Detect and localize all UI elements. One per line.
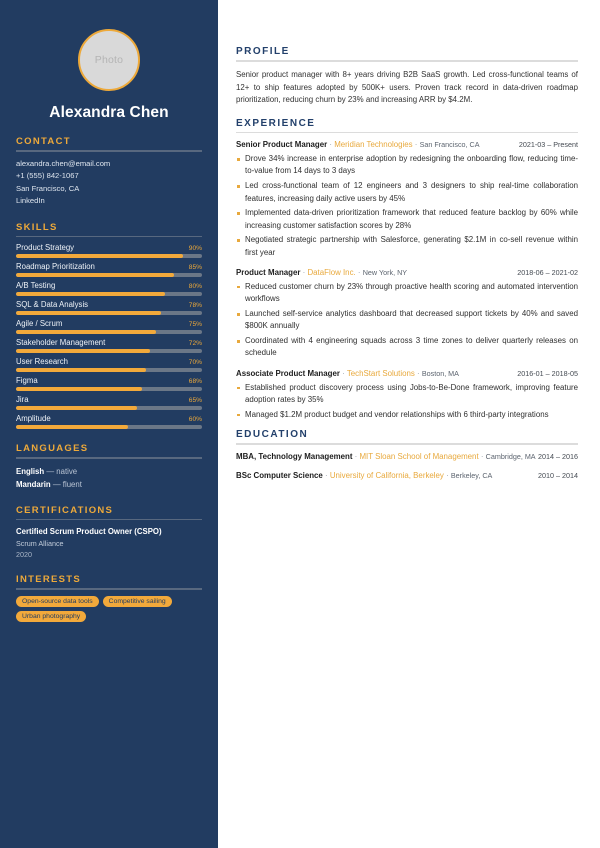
skill-name: SQL & Data Analysis xyxy=(16,300,89,310)
language-level: — fluent xyxy=(52,479,82,489)
language-item xyxy=(16,465,202,478)
education-date: 2014 – 2016 xyxy=(538,451,578,461)
skill-item xyxy=(16,357,202,372)
section-heading-skills: SKILLS xyxy=(16,221,58,233)
interests-tag-list xyxy=(16,596,202,622)
experience-date: 2018-06 – 2021-02 xyxy=(517,267,578,277)
education-header xyxy=(236,470,578,482)
experience-location: Boston, MA xyxy=(421,368,459,378)
skill-bar-fill xyxy=(16,406,137,410)
skill-bar-fill xyxy=(16,387,142,391)
skill-bar-track xyxy=(16,292,202,296)
skill-bar-track xyxy=(16,406,202,410)
separator-dot: · xyxy=(339,368,347,378)
experience-bullets xyxy=(236,153,578,259)
divider-certifications xyxy=(16,519,202,521)
separator-dot: · xyxy=(478,451,486,461)
certification-issuer: Scrum Alliance xyxy=(16,539,64,549)
separator-dot: · xyxy=(322,470,330,480)
experience-title: Product Manager xyxy=(236,267,301,277)
experience-bullet: Led cross-functional team of 12 engineers and 3 designers to ship real-time collaboration features, increasing daily active users by 45% xyxy=(236,180,578,205)
language-name: English xyxy=(16,466,45,476)
divider-languages xyxy=(16,457,202,459)
skill-item xyxy=(16,262,202,277)
sidebar xyxy=(0,0,218,848)
avatar xyxy=(78,29,140,91)
section-heading-languages: LANGUAGES xyxy=(16,443,89,455)
skill-item xyxy=(16,281,202,296)
skill-item xyxy=(16,376,202,391)
experience-list xyxy=(236,139,578,421)
experience-item xyxy=(236,368,578,421)
contact-location: San Francisco, CA xyxy=(16,183,80,193)
experience-header xyxy=(236,267,578,279)
separator-dot: · xyxy=(352,451,360,461)
divider-experience xyxy=(236,132,578,134)
skill-bar-fill xyxy=(16,368,146,372)
skill-percent: 85% xyxy=(188,264,202,272)
education-date: 2010 – 2014 xyxy=(538,470,578,480)
certification-item xyxy=(16,526,202,560)
skill-name: Agile / Scrum xyxy=(16,319,63,329)
experience-item xyxy=(236,267,578,360)
language-item xyxy=(16,478,202,491)
skill-bar-fill xyxy=(16,254,183,258)
skill-name: Amplitude xyxy=(16,414,51,424)
divider-education xyxy=(236,443,578,445)
skill-name: A/B Testing xyxy=(16,281,56,291)
skill-bar-track xyxy=(16,349,202,353)
experience-header xyxy=(236,139,578,151)
skill-percent: 68% xyxy=(188,378,202,386)
experience-bullet: Drove 34% increase in enterprise adoption by redesigning the onboarding flow, reducing time-to-value from 14 days to 3 days xyxy=(236,153,578,178)
interest-tag: Urban photography xyxy=(16,611,86,622)
skill-name: Jira xyxy=(16,395,29,405)
avatar-container xyxy=(16,0,202,91)
skill-bar-track xyxy=(16,273,202,277)
skills-list xyxy=(16,243,202,429)
education-degree: BSc Computer Science xyxy=(236,470,323,480)
skill-bar-fill xyxy=(16,425,128,429)
separator-dot: · xyxy=(443,470,451,480)
certification-year: 2020 xyxy=(16,550,32,560)
section-heading-interests: INTERESTS xyxy=(16,574,82,586)
divider-interests xyxy=(16,588,202,590)
experience-company: TechStart Solutions xyxy=(346,368,415,378)
divider-contact xyxy=(16,150,202,152)
skill-item xyxy=(16,414,202,429)
interest-tag: Open-source data tools xyxy=(16,596,99,607)
certification-name: Certified Scrum Product Owner (CSPO) xyxy=(16,527,162,537)
contact-list xyxy=(16,158,202,208)
separator-dot: · xyxy=(414,368,422,378)
skill-bar-fill xyxy=(16,273,174,277)
skill-item xyxy=(16,338,202,353)
contact-linkedin[interactable]: LinkedIn xyxy=(16,196,45,206)
candidate-name: Alexandra Chen xyxy=(49,104,169,121)
education-header xyxy=(236,451,578,463)
education-school: University of California, Berkeley xyxy=(329,470,444,480)
skill-item xyxy=(16,319,202,334)
separator-dot: · xyxy=(412,140,420,150)
experience-location: New York, NY xyxy=(362,267,408,277)
education-item xyxy=(236,470,578,482)
skill-percent: 70% xyxy=(188,359,202,367)
section-heading-profile: PROFILE xyxy=(236,46,290,57)
skill-bar-track xyxy=(16,368,202,372)
experience-bullet: Managed $1.2M product budget and vendor relationships with 6 third-party integrations xyxy=(236,409,578,421)
interest-tag: Competitive sailing xyxy=(103,596,172,607)
skill-bar-track xyxy=(16,387,202,391)
skill-percent: 78% xyxy=(188,302,202,310)
skill-item xyxy=(16,395,202,410)
experience-bullet: Coordinated with 4 engineering squads across 3 time zones to deliver quarterly releases on schedule xyxy=(236,335,578,360)
contact-phone[interactable]: +1 (555) 842-1067 xyxy=(16,171,79,181)
language-level: — native xyxy=(46,466,78,476)
experience-title: Associate Product Manager xyxy=(236,368,340,378)
skill-percent: 65% xyxy=(188,397,202,405)
education-degree: MBA, Technology Management xyxy=(236,451,353,461)
section-heading-education: EDUCATION xyxy=(236,429,309,441)
skill-item xyxy=(16,300,202,315)
separator-dot: · xyxy=(355,267,363,277)
skill-name: Stakeholder Management xyxy=(16,338,106,348)
education-location: Berkeley, CA xyxy=(450,470,493,480)
main-column xyxy=(218,0,600,848)
experience-item xyxy=(236,139,578,259)
education-school: MIT Sloan School of Management xyxy=(359,451,479,461)
skill-percent: 90% xyxy=(188,245,202,253)
separator-dot: · xyxy=(327,140,335,150)
skill-bar-fill xyxy=(16,349,150,353)
experience-company: Meridian Technologies xyxy=(334,140,413,150)
experience-bullet: Implemented data-driven prioritization framework that reduced feature backlog by 60% while increasing customer satisfaction scores by 28% xyxy=(236,207,578,232)
skill-percent: 75% xyxy=(188,321,202,329)
languages-list xyxy=(16,465,202,491)
experience-bullet: Negotiated strategic partnership with Salesforce, generating $2.1M in co-sell revenue within first year xyxy=(236,234,578,259)
section-heading-contact: CONTACT xyxy=(16,136,71,147)
section-heading-experience: EXPERIENCE xyxy=(236,117,316,129)
experience-bullets xyxy=(236,382,578,421)
skill-name: Figma xyxy=(16,376,38,386)
contact-email[interactable]: alexandra.chen@email.com xyxy=(16,158,111,168)
language-name: Mandarin xyxy=(16,479,51,489)
experience-company: DataFlow Inc. xyxy=(307,267,356,277)
experience-bullet: Reduced customer churn by 23% through proactive health scoring and automated intervention workflows xyxy=(236,281,578,306)
avatar-placeholder-label: Photo xyxy=(94,54,124,66)
experience-bullet: Launched self-service analytics dashboard that decreased support tickets by 40% and saved $800K annually xyxy=(236,308,578,333)
experience-header xyxy=(236,368,578,380)
experience-bullet: Established product discovery process using Jobs-to-Be-Done framework, improving feature adoption rates by 35% xyxy=(236,382,578,407)
experience-location: San Francisco, CA xyxy=(419,140,480,150)
skill-bar-track xyxy=(16,425,202,429)
experience-date: 2021-03 – Present xyxy=(518,140,578,150)
education-item xyxy=(236,451,578,463)
experience-bullets xyxy=(236,281,578,360)
separator-dot: · xyxy=(300,267,308,277)
profile-summary: Senior product manager with 8+ years driving B2B SaaS growth. Led cross-functional teams of 12+ to ship features adopted by 500K+ users. Proven track record in data-driven roadmap prioritization, reducing churn by 23% and increasing ARR by $4.2M. xyxy=(236,70,578,105)
skill-bar-fill xyxy=(16,311,161,315)
experience-title: Senior Product Manager xyxy=(236,140,328,150)
experience-date: 2016-01 – 2018-05 xyxy=(517,368,578,378)
certifications-list xyxy=(16,526,202,560)
divider-profile xyxy=(236,60,578,62)
skill-bar-track xyxy=(16,330,202,334)
section-heading-certifications: CERTIFICATIONS xyxy=(16,504,114,516)
skill-bar-fill xyxy=(16,292,165,296)
skill-bar-track xyxy=(16,311,202,315)
skill-bar-fill xyxy=(16,330,156,334)
skill-name: User Research xyxy=(16,357,68,367)
skill-percent: 72% xyxy=(188,340,202,348)
skill-bar-track xyxy=(16,254,202,258)
skill-name: Roadmap Prioritization xyxy=(16,262,95,272)
skill-percent: 80% xyxy=(188,283,202,291)
skill-name: Product Strategy xyxy=(16,243,75,253)
divider-skills xyxy=(16,236,202,238)
education-location: Cambridge, MA xyxy=(485,451,536,461)
skill-percent: 60% xyxy=(188,416,202,424)
education-list xyxy=(236,451,578,482)
skill-item xyxy=(16,243,202,258)
